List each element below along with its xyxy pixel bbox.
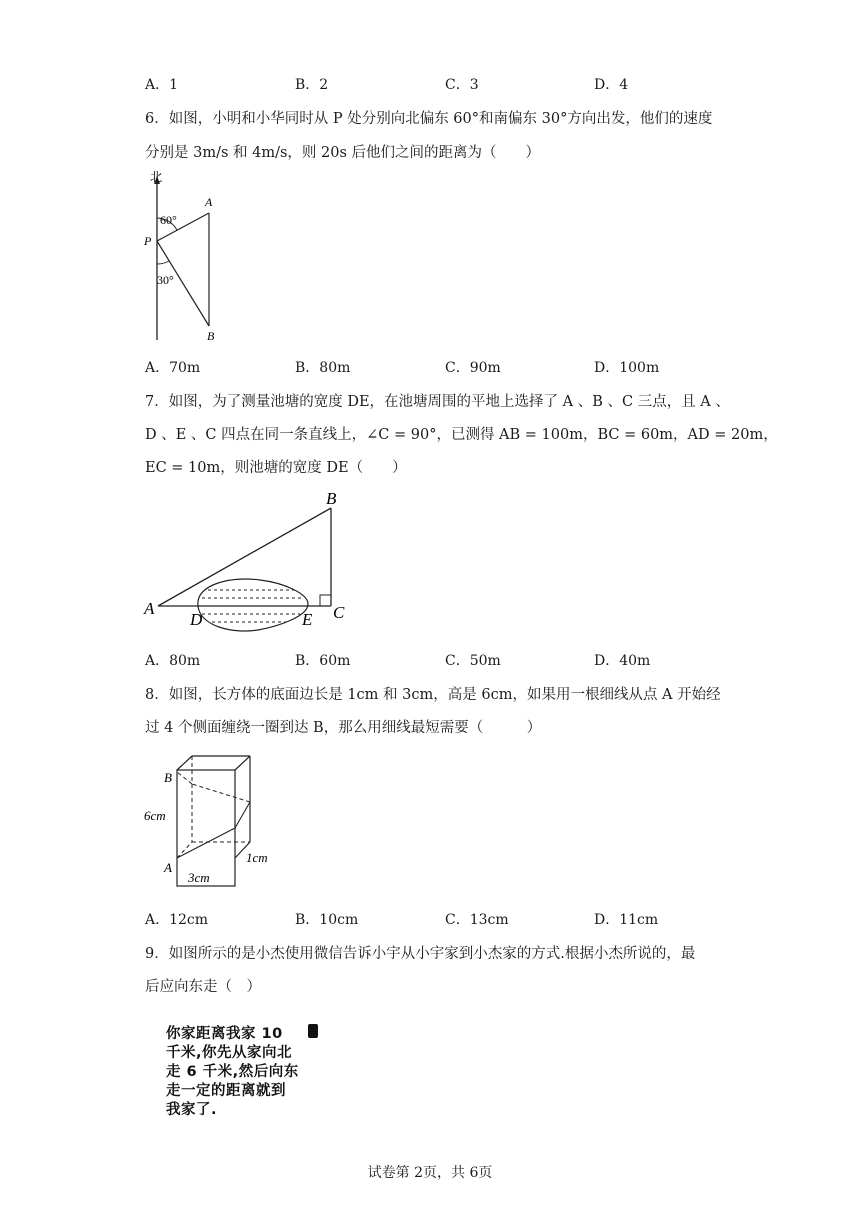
q6-angle-30-label: 30° <box>157 273 174 287</box>
q8-option-a: A．12cm <box>145 912 209 928</box>
q8-stem-line1: 8．如图，长方体的底面边长是 1cm 和 3cm，高是 6cm，如果用一根细线从点 A 开始经 <box>145 687 721 703</box>
q5-option-b: B．2 <box>295 77 329 93</box>
q7-point-b: B <box>326 489 337 508</box>
q7-option-d: D．40m <box>594 653 651 669</box>
q9-stem-line1: 9．如图所示的是小杰使用微信告诉小宇从小宇家到小杰家的方式.根据小杰所说的，最 <box>145 946 696 962</box>
q7-figure <box>140 488 360 638</box>
q7-point-c: C <box>333 603 345 622</box>
q8-figure <box>140 750 290 890</box>
q6-stem-line2: 分别是 3m/s 和 4m/s，则 20s 后他们之间的距离为（ ） <box>145 145 541 161</box>
q8-option-d: D．11cm <box>594 912 659 928</box>
q9-message-line: 千米,你先从家向北 <box>166 1045 293 1061</box>
q5-option-d: D．4 <box>594 77 629 93</box>
q8-option-b: B．10cm <box>295 912 359 928</box>
q9-message-line: 你家距离我家 10 <box>166 1026 283 1042</box>
q8-height-label: 6cm <box>144 808 166 823</box>
q6-option-a: A．70m <box>145 360 201 376</box>
message-bubble-tail-icon <box>308 1024 318 1038</box>
q7-point-e: E <box>302 610 313 629</box>
q6-option-d: D．100m <box>594 360 660 376</box>
q8-point-a: A <box>164 860 172 875</box>
q7-option-b: B．60m <box>295 653 351 669</box>
q6-north-label: 北 <box>150 170 163 184</box>
q6-point-p: P <box>144 234 152 248</box>
page-footer: 试卷第 2页，共 6页 <box>367 1165 493 1181</box>
q9-wechat-message <box>160 1018 330 1128</box>
q9-stem-line2: 后应向东走（ ） <box>145 979 261 995</box>
q7-option-c: C．50m <box>445 653 501 669</box>
q7-stem-line3: EC = 10m，则池塘的宽度 DE（ ） <box>145 460 407 476</box>
q6-point-b: B <box>207 329 215 343</box>
q9-message-line: 走 6 千米,然后向东 <box>166 1064 299 1080</box>
q7-option-a: A．80m <box>145 653 201 669</box>
q9-message-line: 走一定的距离就到 <box>166 1083 286 1099</box>
q5-option-c: C．3 <box>445 77 479 93</box>
q8-depth-label: 1cm <box>246 850 268 865</box>
q6-option-b: B．80m <box>295 360 351 376</box>
q8-point-b: B <box>164 770 172 785</box>
q7-stem-line1: 7．如图，为了测量池塘的宽度 DE，在池塘周围的平地上选择了 A 、B 、C 三点，且 A 、 <box>145 394 730 410</box>
q8-stem-line2: 过 4 个侧面缠绕一圈到达 B，那么用细线最短需要（ ） <box>145 720 542 736</box>
q8-width-label: 3cm <box>188 870 210 885</box>
q6-option-c: C．90m <box>445 360 501 376</box>
q8-option-c: C．13cm <box>445 912 509 928</box>
q7-point-a: A <box>144 599 155 618</box>
q6-stem-line1: 6．如图，小明和小华同时从 P 处分别向北偏东 60°和南偏东 30°方向出发，他们的速度 <box>145 111 713 127</box>
q7-stem-line2: D 、E 、C 四点在同一条直线上，∠C = 90°，已测得 AB = 100m，BC = 60m，AD = 20m， <box>145 427 778 443</box>
q6-angle-60-label: 60° <box>160 213 177 227</box>
q5-option-a: A．1 <box>145 77 179 93</box>
q6-point-a: A <box>205 195 213 209</box>
q9-message-line: 我家了. <box>166 1102 218 1118</box>
q6-figure <box>140 168 260 348</box>
q7-point-d: D <box>190 610 203 629</box>
